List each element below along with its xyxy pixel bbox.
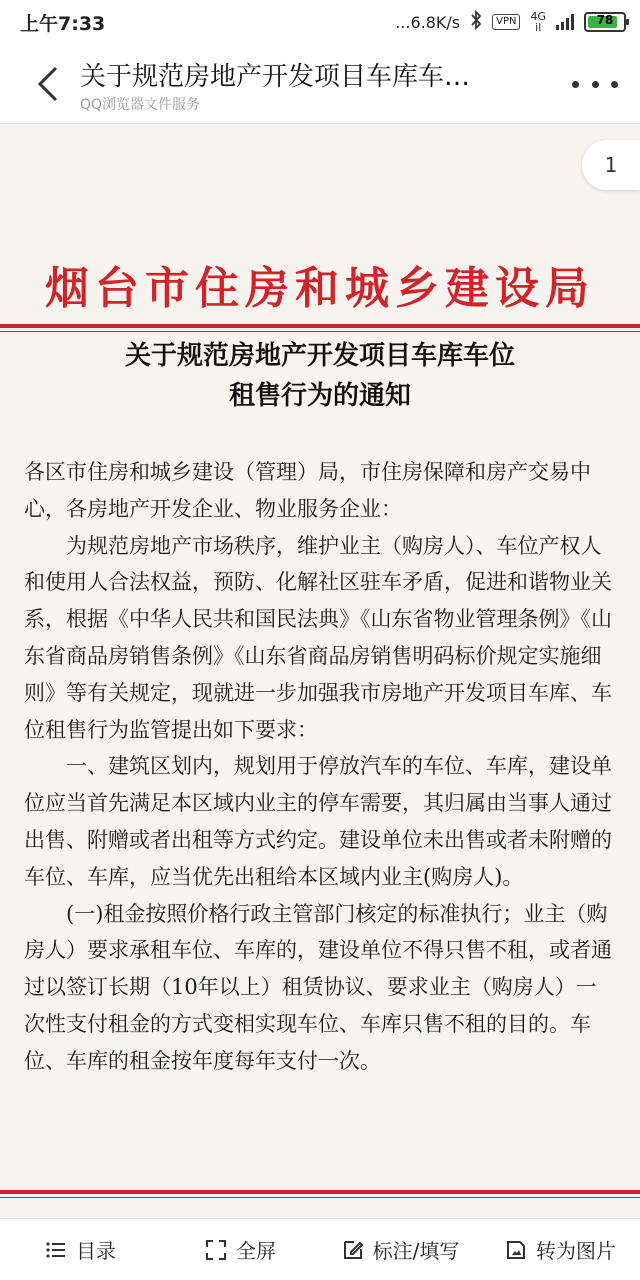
battery-level: 78 bbox=[596, 13, 614, 27]
signal-icon bbox=[556, 14, 574, 30]
issuing-organization: 烟台市住房和城乡建设局 bbox=[45, 263, 595, 314]
convert-to-image-label: 转为图片 bbox=[536, 1239, 616, 1263]
page-title: 关于规范房地产开发项目车库车… bbox=[80, 62, 471, 92]
status-bar bbox=[0, 0, 640, 44]
document-viewer[interactable] bbox=[0, 124, 640, 1218]
fullscreen-icon bbox=[204, 1238, 228, 1262]
red-footer-divider bbox=[0, 1190, 640, 1194]
catalog-label: 目录 bbox=[76, 1239, 116, 1263]
fullscreen-button[interactable] bbox=[160, 1219, 320, 1280]
vpn-badge: VPN bbox=[492, 14, 520, 30]
fullscreen-label: 全屏 bbox=[236, 1239, 276, 1263]
red-footer-divider-thin bbox=[0, 1197, 640, 1198]
chevron-left-icon bbox=[34, 64, 62, 104]
paragraph: 为规范房地产市场秩序，维护业主（购房人）、车位产权人和使用人合法权益，预防、化解社区驻车矛盾，促进和谐物业关系，根据《中华人民共和国民法典》《山东省物业管理条例》《山东省商品房销售条例》《山东省商品房销售明码标价规定实施细则》等有关规定，现就进一步加强我市房地产开发项目车库、车位租售行为监管提出如下要求： bbox=[24, 533, 612, 742]
back-button[interactable] bbox=[34, 64, 62, 104]
document-body bbox=[24, 454, 616, 1080]
battery-icon bbox=[584, 12, 626, 32]
paragraph: (一)租金按照价格行政主管部门核定的标准执行；业主（购房人）要求承租车位、车库的，建设单位不得只售不租，或者通过以签订长期（10年以上）租赁协议、要求业主（购房人）一次性支付租金的方式变相实现车位、车库只售不租的目的。车位、车库的租金按年度每年支付一次。 bbox=[24, 901, 612, 1073]
dot-icon bbox=[592, 81, 599, 88]
page-number-badge: 1 bbox=[582, 140, 640, 190]
document-title: 关于规范房地产开发项目车库车位 租售行为的通知 bbox=[124, 341, 515, 411]
annotate-label: 标注/填写 bbox=[372, 1239, 460, 1263]
convert-image-icon bbox=[504, 1238, 528, 1262]
convert-to-image-button[interactable] bbox=[480, 1219, 640, 1280]
paragraph: 一、建筑区划内，规划用于停放汽车的车位、车库，建设单位应当首先满足本区域内业主的停车需要，其归属由当事人通过出售、附赠或者出租等方式约定。建设单位未出售或者未附赠的车位、车库，应当优先出租给本区域内业主(购房人)。 bbox=[24, 754, 612, 889]
status-time: 上午7:33 bbox=[20, 12, 106, 35]
catalog-button[interactable] bbox=[0, 1219, 160, 1280]
more-menu-button[interactable] bbox=[572, 74, 618, 94]
page-subtitle: QQ浏览器文件服务 bbox=[80, 97, 201, 113]
network-type: 4G il bbox=[530, 10, 546, 34]
dot-icon bbox=[611, 81, 618, 88]
annotate-button[interactable] bbox=[320, 1219, 480, 1280]
paragraph: 各区市住房和城乡建设（管理）局，市住房保障和房产交易中心，各房地产开发企业、物业服务企业： bbox=[24, 460, 591, 521]
red-divider-thin bbox=[0, 331, 640, 332]
title-bar bbox=[0, 44, 640, 124]
bottom-toolbar bbox=[0, 1218, 640, 1280]
network-speed: ...6.8K/s bbox=[395, 12, 461, 32]
dot-icon bbox=[572, 81, 579, 88]
bluetooth-icon bbox=[470, 10, 482, 34]
edit-icon bbox=[341, 1238, 365, 1262]
red-divider bbox=[0, 324, 640, 328]
list-icon bbox=[44, 1238, 68, 1262]
